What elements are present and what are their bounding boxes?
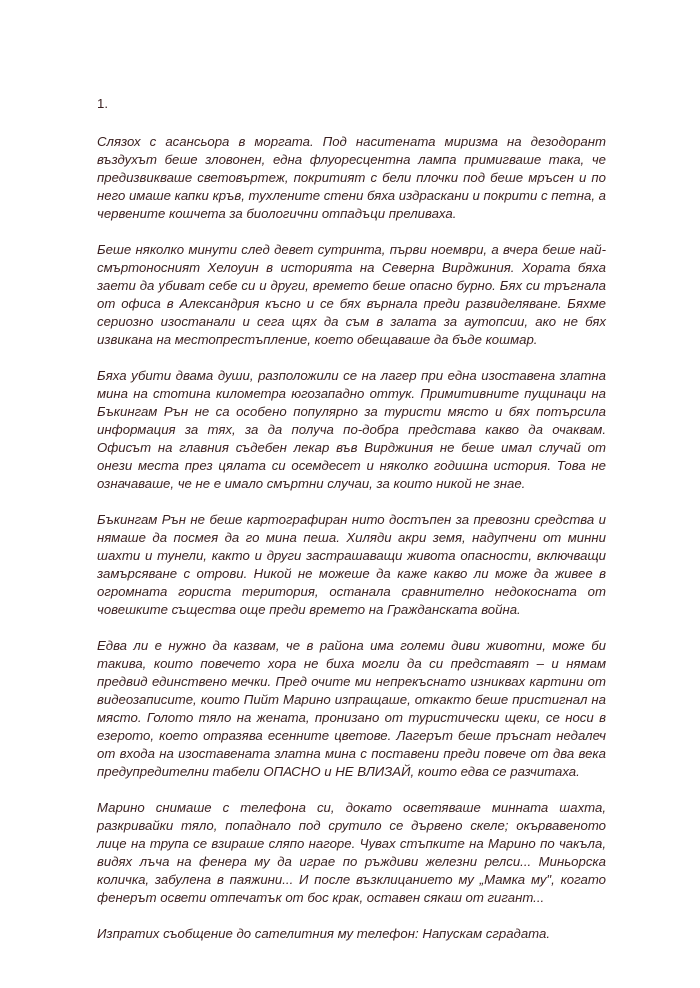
- paragraph: Изпратих съобщение до сателитния му телефон: Напускам сградата.: [97, 926, 550, 941]
- chapter-number: 1.: [97, 96, 108, 111]
- paragraph: Бяха убити двама души, разположили се на лагер при една изоставена златна мина на стотина километра югозападно оттук. Примитивните пущинаци на Бъкингам Рън не са особено популярно за туристи място и бях потърсила информация за тях, за да получа по-добра представа какво да очаквам. Офисът на главния съдебен лекар във Вирджиния не беше имал случай от онези места през цялата си осемдесет и няколко годишна история. Това не означаваше, че не е имало смъртни случаи, за които никой не знае.: [97, 368, 606, 491]
- paragraph: Марино снимаше с телефона си, докато осветяваше минната шахта, разкривайки тяло, попаднало под срутило се дървено скеле; окървавеното лице на трупа се взираше сляпо нагоре. Чувах стъпките на Марино по чакъла, видях лъча на фенера му да играе по ръждиви железни релси... Миньорска количка, забулена в паяжини... И после възклицанието му „Мамка му", когато фенерът освети отпечатък от бос крак, оставен сякаш от гигант...: [97, 800, 606, 905]
- paragraph: Беше няколко минути след девет сутринта, първи ноември, а вчера беше най-смъртоносният Хелоуин в историята на Северна Вирджиния. Хората бяха заети да убиват себе си и други, времето беше опасно бурно. Бях си тръгнала от офиса в Александрия късно и се бях върнала преди развиделяване. Бяхме сериозно изостанали и сега щях да съм в залата за аутопсии, ако не бях извикана на местопрестъпление, което обещаваше да бъде кошмар.: [97, 242, 606, 347]
- paragraph: Слязох с асансьора в моргата. Под наситената миризма на дезодорант въздухът беше зловонен, една флуоресцентна лампа примигваше така, че предизвикваше световъртеж, покритият с бели плочки под беше мръсен и по него имаше капки кръв, тухлените стени бяха издраскани и покрити с петна, а червените кошчета за биологични отпадъци преливаха.: [97, 134, 606, 221]
- paragraph: Едва ли е нужно да казвам, че в района има големи диви животни, може би такива, които повечето хора не биха могли да си представят – и нямам предвид единствено мечки. Пред очите ми непрекъснато изниквах картини от видеозаписите, които Пийт Марино изпращаше, откакто беше пристигнал на място. Голото тяло на жената, пронизано от туристически щеки, се носи в езерото, което отразява есенните цветове. Лагерът беше пръснат недалеч от входа на изоставената златна мина с поставени преди повече от два века предупредителни табели ОПАСНО и НЕ ВЛИЗАЙ, които едва се разчитаха.: [97, 638, 606, 779]
- paragraph: Бъкингам Рън не беше картографиран нито достъпен за превозни средства и нямаше да посмея да го мина пеша. Хиляди акри земя, надупчени от минни шахти и тунели, както и други застрашаващи живота опасности, включващи замърсяване с отрови. Никой не можеше да каже какво ли може да живее в огромната гориста територия, останала сравнително недокосната от човешките същества още преди времето на Гражданската война.: [97, 512, 606, 617]
- document-page: [97, 95, 606, 961]
